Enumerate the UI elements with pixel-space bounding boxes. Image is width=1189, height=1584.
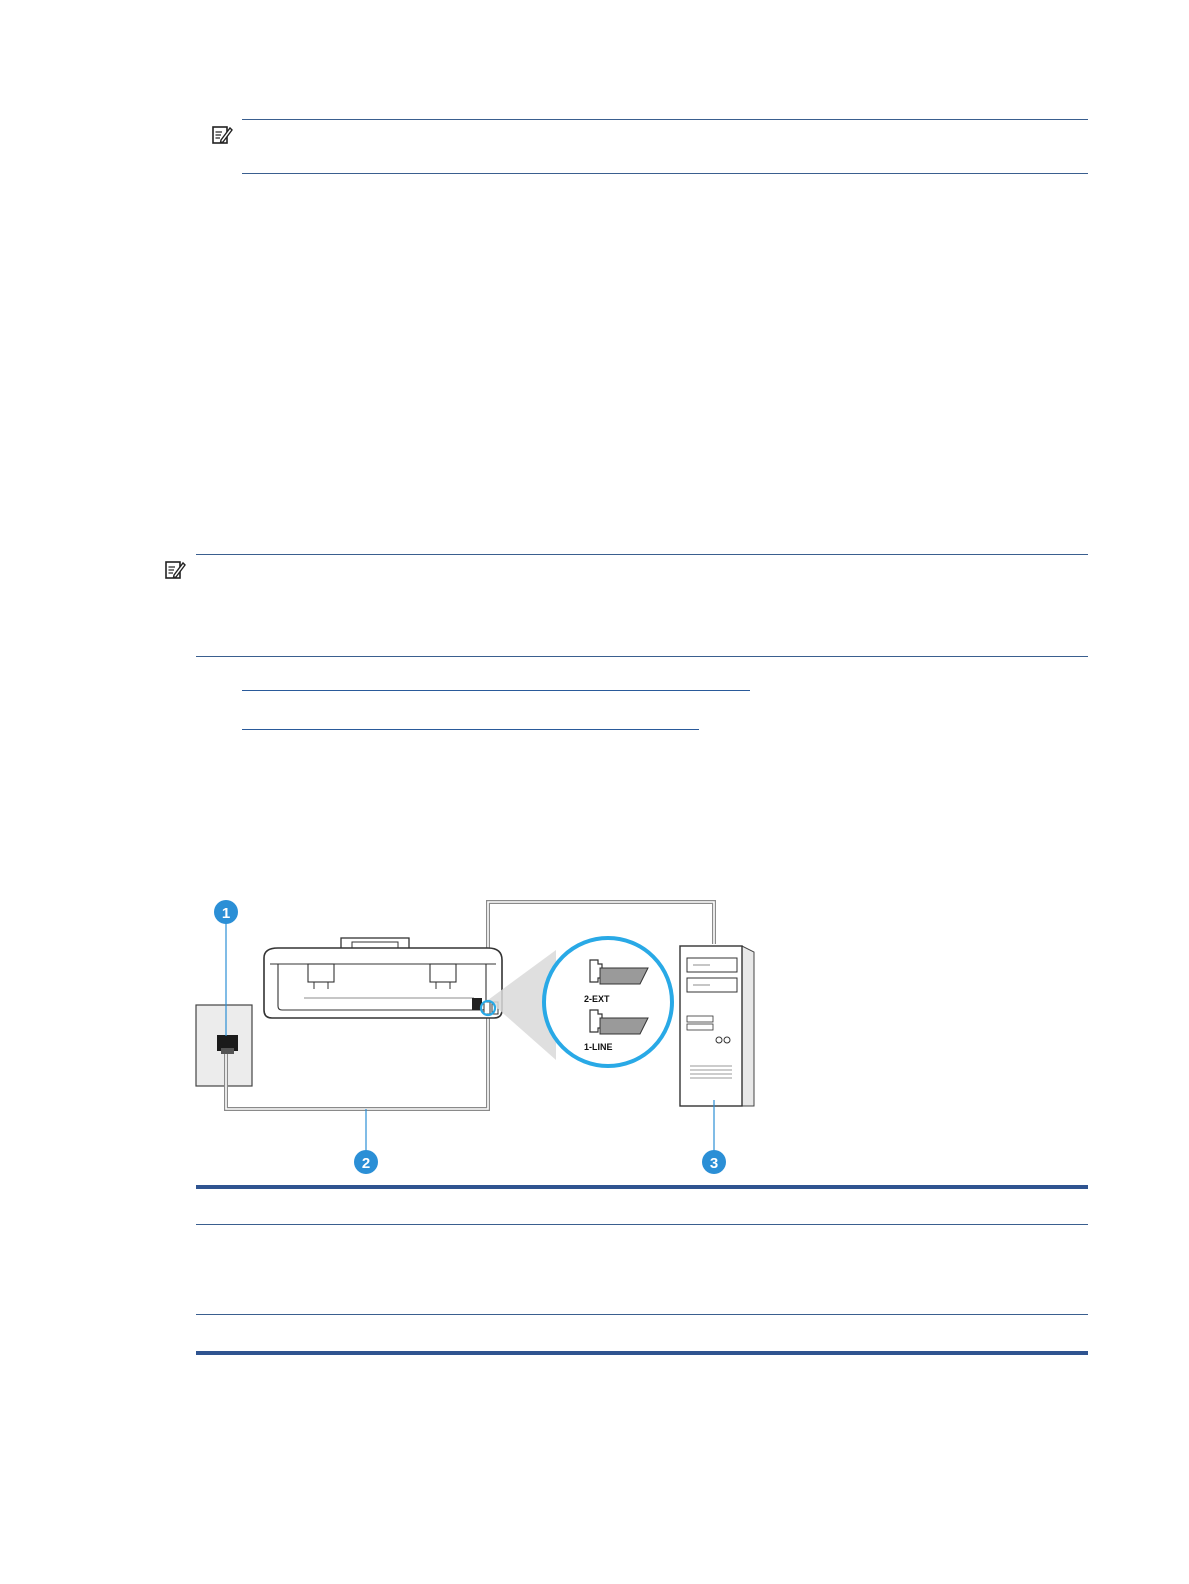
- table-row-divider: [196, 1224, 1088, 1225]
- table-row-divider: [196, 1314, 1088, 1315]
- ext-port-label: 2-EXT: [584, 994, 610, 1004]
- note-rule-bottom: [242, 173, 1088, 174]
- callout-2-label: 2: [361, 1155, 371, 1172]
- note-rule-top: [196, 554, 1088, 555]
- link-underline[interactable]: [242, 690, 750, 691]
- note-icon: [164, 559, 186, 581]
- note-icon: [211, 124, 233, 146]
- callout-1-label: 1: [221, 905, 231, 922]
- table-bottom-border: [196, 1351, 1088, 1355]
- printer: [264, 938, 502, 1018]
- callout-2: [354, 1109, 378, 1174]
- line-port-label: 1-LINE: [584, 1042, 613, 1052]
- fax-connection-figure: [190, 890, 770, 1180]
- note-rule-bottom: [196, 656, 1088, 657]
- note-rule-top: [242, 119, 1088, 120]
- callout-3-label: 3: [709, 1155, 719, 1172]
- callout-3: [702, 1100, 726, 1174]
- computer: [680, 946, 754, 1106]
- table-top-border: [196, 1185, 1088, 1189]
- ports-zoom: [544, 938, 672, 1066]
- link-underline[interactable]: [242, 729, 699, 730]
